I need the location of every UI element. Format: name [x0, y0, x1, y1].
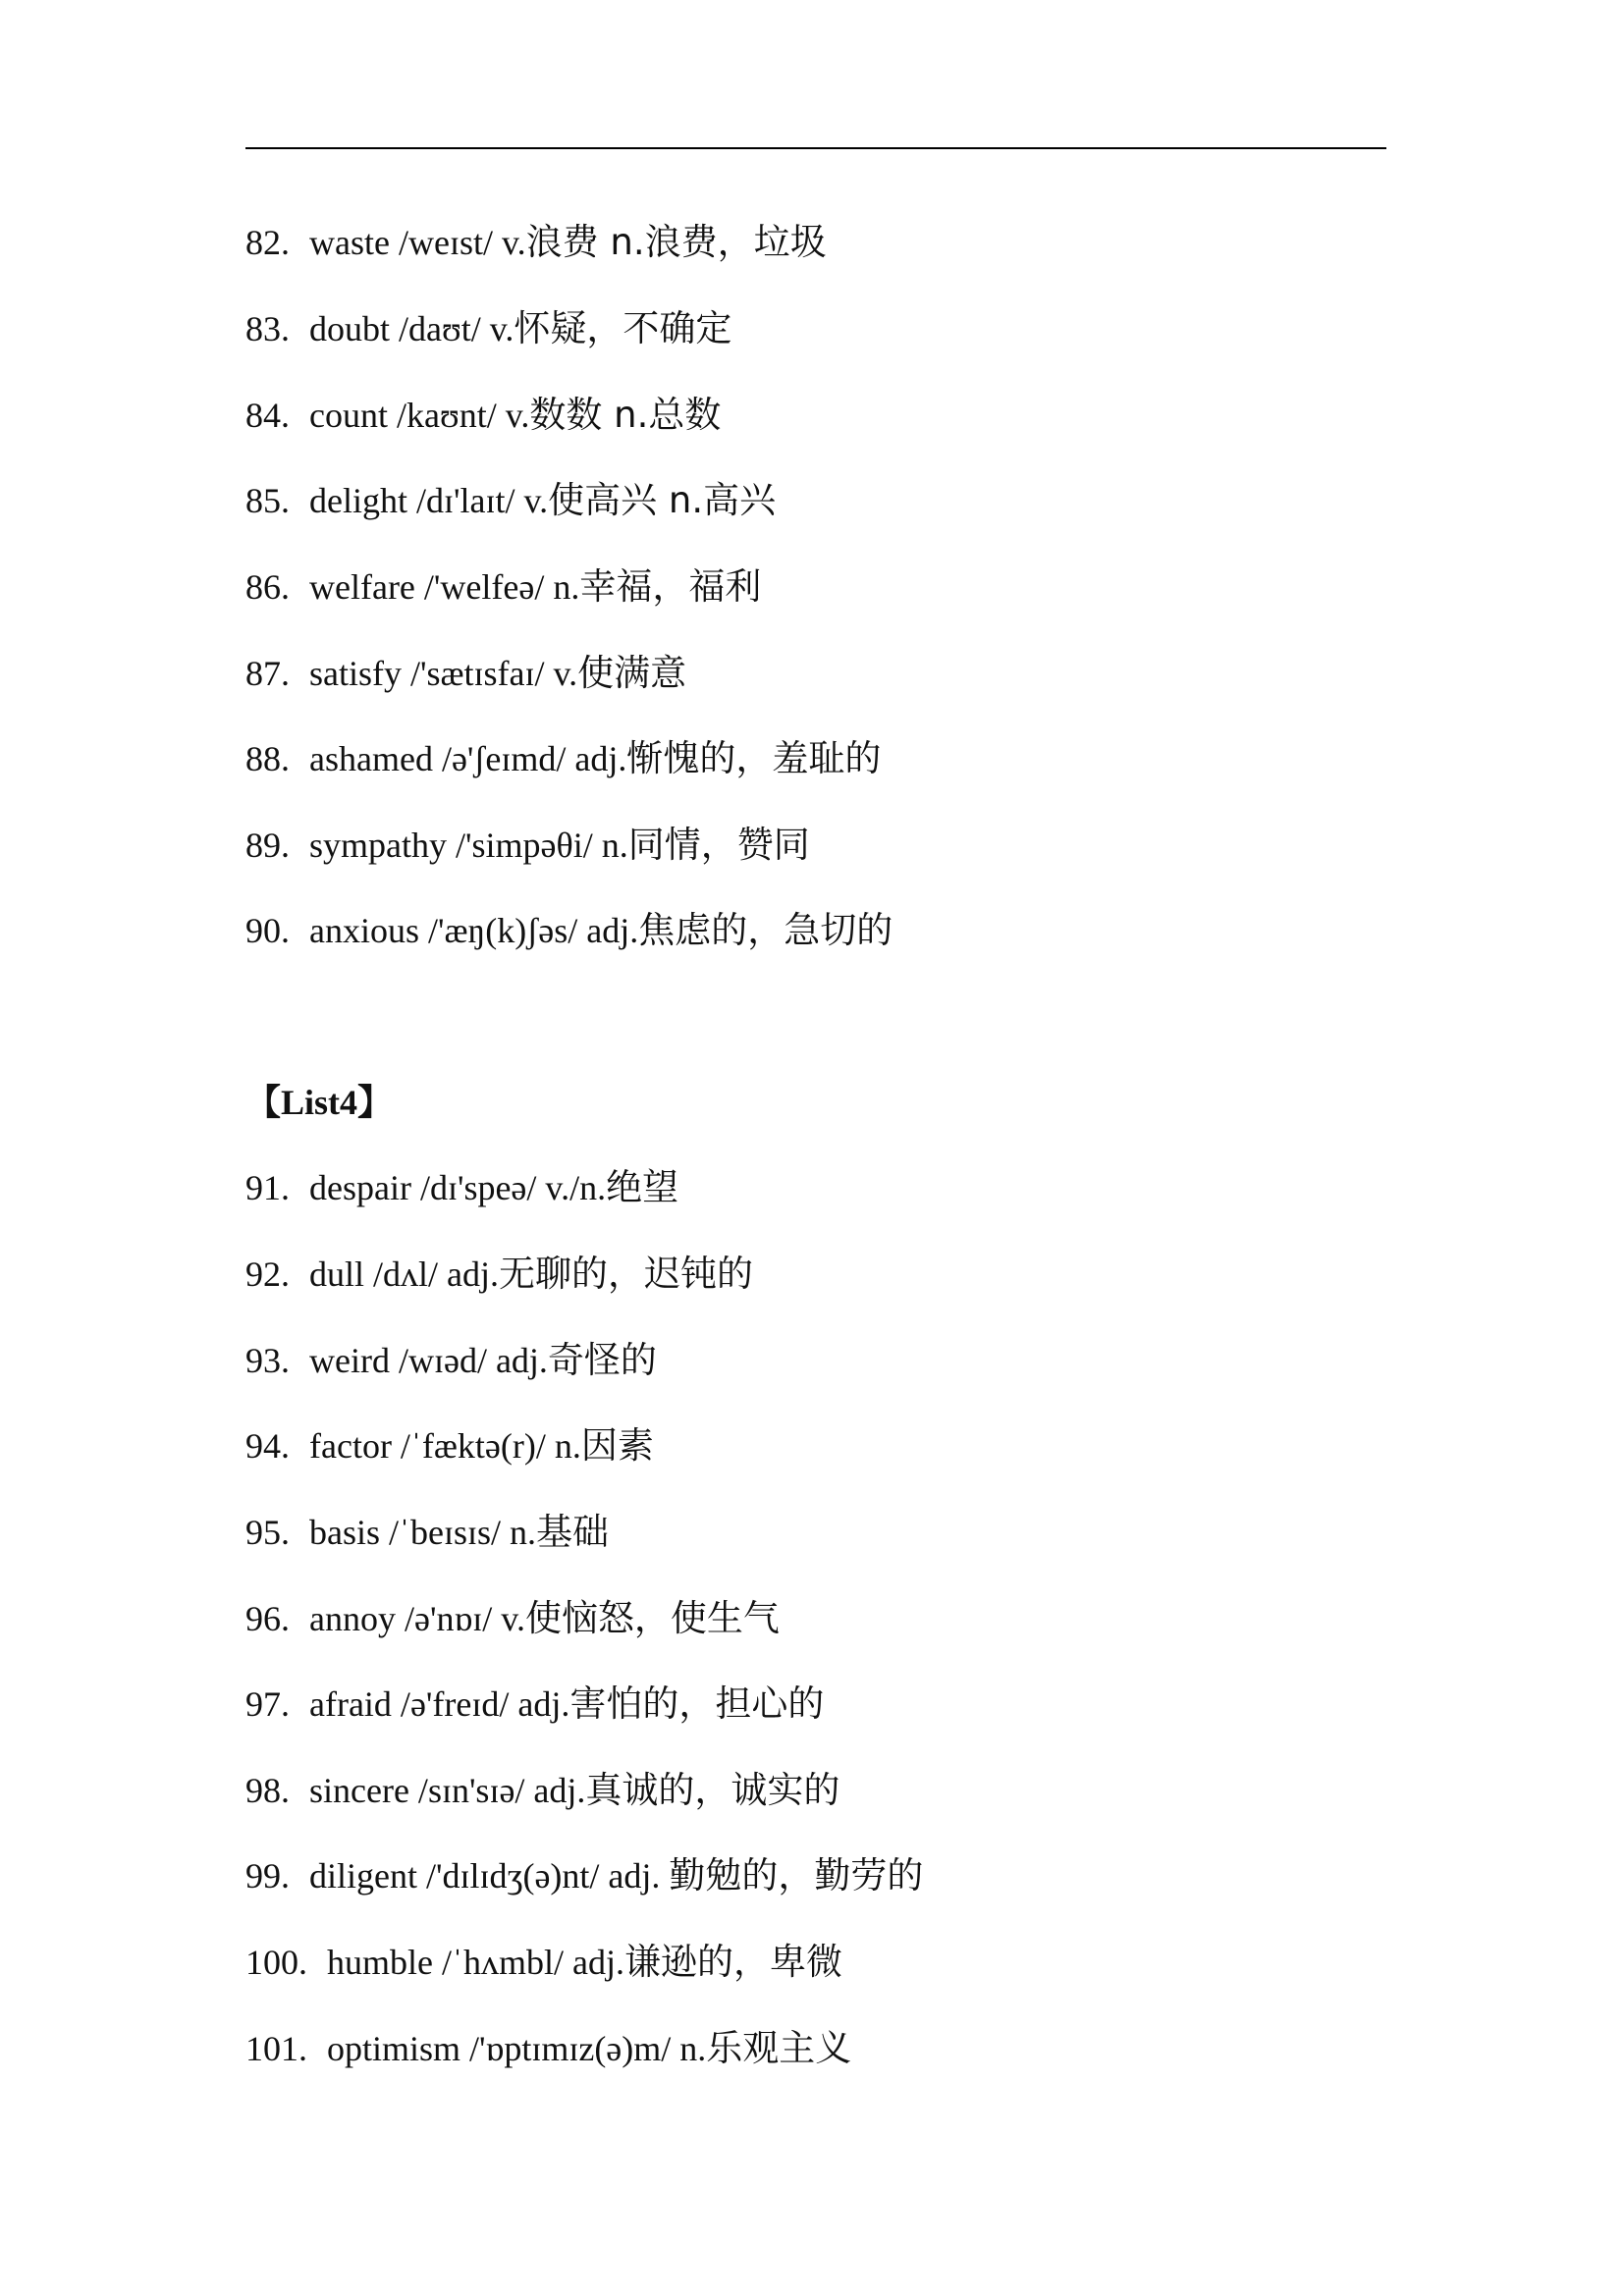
entry-word: doubt /daʊt/ v. [309, 309, 514, 348]
entry-word: count /kaʊnt/ v. [309, 396, 530, 435]
vocab-entry [245, 386, 721, 445]
entry-word: delight /dɪ'laɪt/ v. [309, 481, 549, 520]
entry-number: 86. [245, 567, 290, 607]
entry-word: factor /ˈfæktə(r)/ n. [309, 1426, 581, 1466]
entry-number: 93. [245, 1341, 290, 1380]
entry-number: 94. [245, 1426, 290, 1466]
entry-word: sympathy /'simpəθi/ n. [309, 826, 628, 865]
entry-meaning: 勤勉的，勤劳的 [669, 1854, 924, 1896]
entry-meaning: 因素 [580, 1424, 654, 1467]
entry-meaning: 真诚的，诚实的 [585, 1769, 840, 1811]
entry-number: 87. [245, 654, 290, 693]
vocab-entry [245, 2019, 851, 2078]
entry-meaning: 谦逊的，卑微 [623, 1941, 842, 1983]
entry-word: ashamed /ə'ʃeɪmd/ adj. [309, 739, 627, 778]
entry-number: 89. [245, 826, 290, 865]
vocab-entry [245, 1761, 839, 1820]
vocab-entry [245, 558, 761, 616]
entry-number: 83. [245, 309, 290, 348]
entry-meaning: 焦虑的，急切的 [638, 909, 893, 951]
vocab-entry [245, 1589, 780, 1648]
entry-number: 99. [245, 1856, 290, 1896]
entry-word: weird /wɪəd/ adj. [309, 1341, 548, 1380]
entry-word: waste /weɪst/ v. [309, 223, 526, 262]
vocab-entry [245, 1503, 609, 1562]
entry-number: 91. [245, 1168, 290, 1207]
entry-word: afraid /ə'freɪd/ adj. [309, 1684, 570, 1724]
entry-meaning: 幸福，福利 [579, 565, 762, 608]
entry-number: 97. [245, 1684, 290, 1724]
entry-word: annoy /ə'nɒɪ/ v. [309, 1599, 525, 1638]
entry-meaning: 使恼怒，使生气 [524, 1597, 780, 1639]
entry-word: satisfy /'sætɪsfaɪ/ v. [309, 654, 578, 693]
vocab-entry [245, 471, 776, 530]
entry-word: dull /dʌl/ adj. [309, 1255, 499, 1294]
entry-meaning: 害怕的，担心的 [569, 1682, 825, 1725]
vocab-entry [245, 1933, 842, 1992]
entry-word: basis /ˈbeɪsɪs/ n. [309, 1513, 536, 1552]
vocab-entry [245, 1675, 824, 1734]
entry-meaning: 浪费 n.浪费，垃圾 [525, 221, 827, 263]
entry-meaning: 怀疑，不确定 [514, 307, 732, 349]
entry-word: anxious /'æŋ(k)ʃəs/ adj. [309, 911, 639, 950]
entry-meaning: 使满意 [577, 652, 687, 694]
vocab-entry [245, 901, 893, 960]
vocab-entry [245, 1331, 657, 1390]
entry-meaning: 惭愧的，羞耻的 [626, 737, 882, 779]
entry-number: 100. [245, 1943, 307, 1982]
entry-number: 84. [245, 396, 290, 435]
entry-word: welfare /'welfeə/ n. [309, 567, 580, 607]
entry-number: 101. [245, 2029, 307, 2068]
entry-meaning: 基础 [536, 1511, 609, 1553]
vocab-entry [245, 299, 731, 358]
vocab-entry [245, 1158, 678, 1217]
entry-word: humble /ˈhʌmbl/ adj. [327, 1943, 624, 1982]
entry-meaning: 数数 n.总数 [529, 394, 722, 436]
vocab-entry [245, 816, 810, 875]
entry-meaning: 绝望 [606, 1166, 679, 1208]
entry-word: optimism /'ɒptɪmɪz(ə)m/ n. [327, 2029, 707, 2068]
entry-meaning: 同情，赞同 [627, 824, 810, 866]
entry-word: sincere /sɪn'sɪə/ adj. [309, 1771, 586, 1810]
entry-meaning: 乐观主义 [706, 2027, 852, 2069]
entry-word: diligent /'dɪlɪdʒ(ə)nt/ adj. [309, 1856, 670, 1896]
vocab-entry [245, 729, 881, 788]
entry-meaning: 无聊的，迟钝的 [499, 1253, 753, 1295]
vocab-entry [245, 644, 686, 703]
vocab-entry [245, 213, 827, 272]
entry-number: 96. [245, 1599, 290, 1638]
list4-heading: 【List4】 [245, 1083, 394, 1122]
entry-word: despair /dɪ'speə/ v./n. [309, 1168, 607, 1207]
vocab-entry [245, 1416, 654, 1475]
entry-number: 88. [245, 739, 290, 778]
entry-number: 92. [245, 1255, 290, 1294]
entry-number: 95. [245, 1513, 290, 1552]
vocab-entry [245, 1245, 753, 1304]
entry-meaning: 使高兴 n.高兴 [548, 479, 777, 521]
header-rule [245, 147, 1386, 149]
entry-number: 85. [245, 481, 290, 520]
entry-number: 90. [245, 911, 290, 950]
entry-number: 82. [245, 223, 290, 262]
entry-number: 98. [245, 1771, 290, 1810]
entry-meaning: 奇怪的 [547, 1339, 657, 1381]
vocab-entry [245, 1846, 923, 1905]
